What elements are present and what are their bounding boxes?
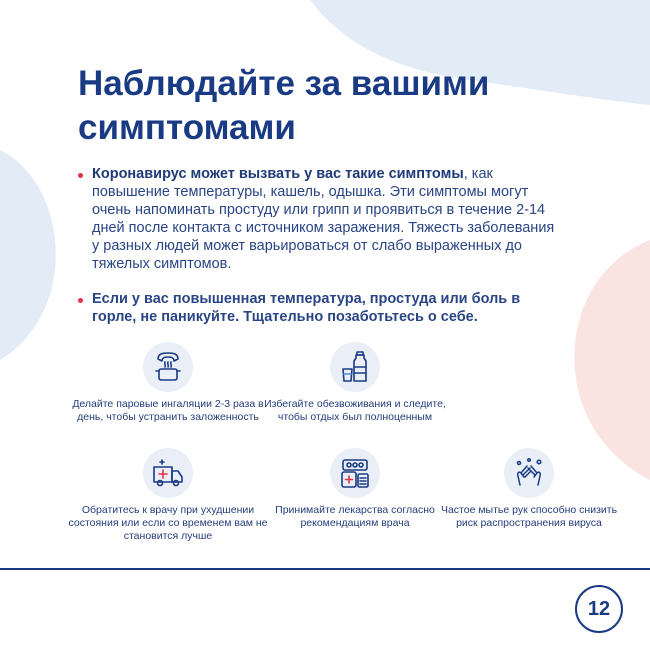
tip-text: Делайте паровые ингаляции 2-3 раза в день, чтобы устранить заложенность xyxy=(72,398,264,423)
tip-text: Принимайте лекарства согласно рекомендациям врача xyxy=(275,504,435,529)
page-title: Наблюдайте за вашими симптомами xyxy=(78,64,490,147)
bullet-dot xyxy=(78,298,83,303)
medicine-icon xyxy=(330,448,380,498)
steam-pot-icon xyxy=(143,342,193,392)
tip-see-doctor xyxy=(68,448,268,543)
tip-medication xyxy=(255,448,455,530)
tip-text: Частое мытье рук способно снизить риск распространения вируса xyxy=(440,504,618,529)
footer-divider xyxy=(0,568,650,570)
ambulance-icon xyxy=(143,448,193,498)
tip-hand-washing xyxy=(429,448,629,530)
tip-steam-inhalation xyxy=(68,342,268,424)
bullet-text: Если у вас повышенная температура, простуда или боль в горле, не паникуйте. Тщательно позаботьтесь о себе. xyxy=(92,291,521,325)
bullet-dot xyxy=(78,173,83,178)
bullet-item-dont-panic xyxy=(78,290,558,326)
tip-text: Обратитесь к врачу при ухудшении состояния или если со временем вам не становится лучше xyxy=(68,504,268,542)
hand-washing-icon xyxy=(504,448,554,498)
bullet-item-symptoms xyxy=(78,165,558,273)
page-number-badge: 12 xyxy=(575,585,623,633)
bullet-list xyxy=(78,165,558,343)
tip-text: Избегайте обезвоживания и следите, чтобы отдых был полноценным xyxy=(264,398,446,423)
bullet-lead: Коронавирус может вызвать у вас такие симптомы xyxy=(92,166,464,182)
bullet-text: , как повышение температуры, кашель, одышка. Эти симптомы могут очень напоминать простуду или грипп и проявиться в течение 2-14 дней после контакта с источником заражения. Тяжесть заболевания у разных людей может варьироваться от слабо выраженных до тяжелых симптомов. xyxy=(92,166,555,272)
water-bottle-icon xyxy=(330,342,380,392)
tip-hydration xyxy=(255,342,455,424)
